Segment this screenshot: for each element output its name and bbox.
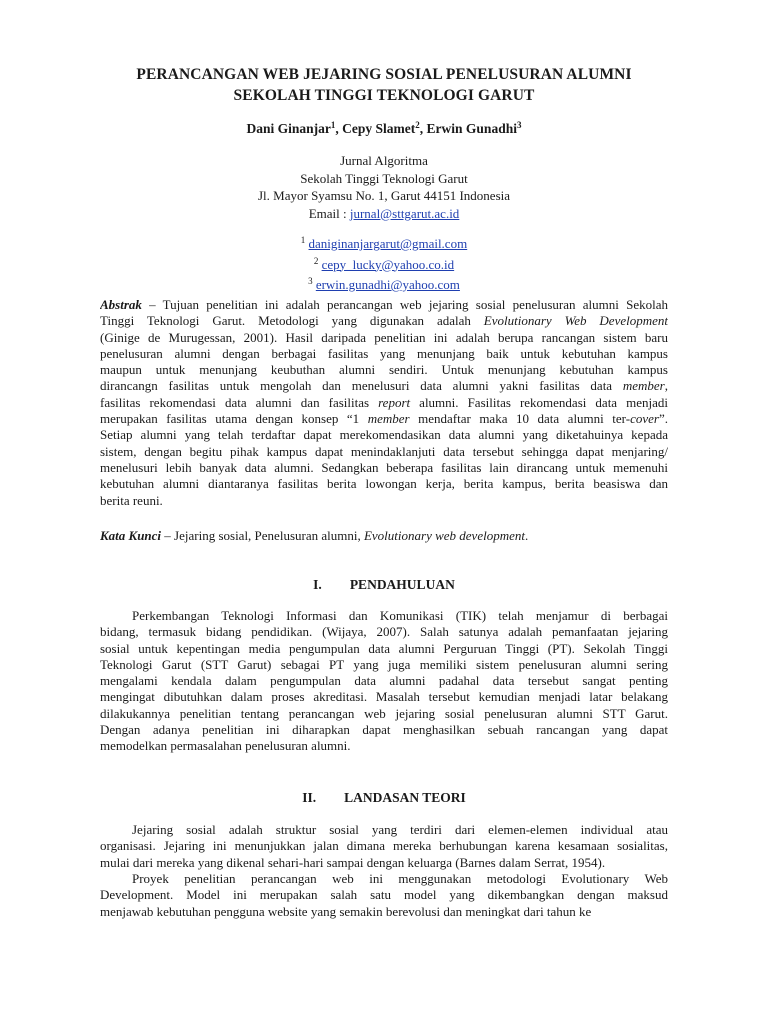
author-separator: , [419, 121, 427, 136]
institution-name: Sekolah Tinggi Teknologi Garut [300, 170, 468, 186]
text-run: – Jejaring sosial, Penelusuran alumni, [161, 528, 364, 543]
author-email-list [0, 232, 768, 294]
italic-term: member [622, 378, 665, 394]
section-heading [0, 790, 768, 806]
section-paragraph [100, 608, 668, 755]
title-line-2: SEKOLAH TINGGI TEKNOLOGI GARUT [233, 87, 535, 104]
text-line: mulai dari mereka yang dikenal sehari-hari sampai dengan keluarga (Barnes dalam Serrat, 1954). [100, 854, 606, 870]
journal-name: Jurnal Algoritma [340, 153, 428, 168]
lead-label: Kata Kunci [100, 528, 162, 543]
section-title: LANDASAN TEORI [344, 790, 466, 805]
institution-address: Jl. Mayor Syamsu No. 1, Garut 44151 Indonesia [257, 188, 511, 203]
text-run: (Ginige de Murugessan, 2001). Hasil daripada penelitian ini adalah berupa rancangan sistem baru [100, 329, 668, 345]
journal-email-line [0, 205, 768, 223]
section-heading [0, 577, 768, 593]
text-line [100, 460, 668, 476]
text-run: ”. [658, 411, 668, 427]
text-run: penelusuran alumni dengan berbagai fasilitas yang menunjang baik untuk kebutuhan kampus [100, 345, 668, 361]
email-superscript: 3 [308, 276, 313, 286]
author-email-link[interactable]: daniginanjargarut@gmail.com [308, 236, 468, 251]
text-run: menelusuri lebih banyak data alumni. Sedangkan beberapa fasilitas lain dirancang untuk memenuhi [100, 459, 668, 475]
paper-title [0, 64, 768, 106]
text-run: dirancangn fasilitas untuk mengolah dan menelusuri data alumni yakni fasilitas data [100, 378, 623, 394]
text-line: memodelkan permasalahan penelusuran alumni. [100, 738, 351, 754]
abstract [100, 297, 668, 509]
author-name: Dani Ginanjar [246, 121, 331, 136]
lead-label: Abstrak [100, 297, 142, 312]
section-title: PENDAHULUAN [349, 577, 455, 592]
text-line [100, 330, 668, 346]
author-superscript: 1 [330, 120, 336, 130]
text-line [100, 395, 668, 411]
email-superscript: 1 [300, 235, 306, 245]
text-line [100, 476, 668, 492]
italic-term: member [367, 411, 410, 427]
text-line: Jejaring sosial adalah struktur sosial yang terdiri dari elemen-elemen individual atau [132, 822, 668, 837]
text-run: merupakan fasilitas utama dengan konsep “1 [100, 411, 368, 427]
text-line: menjawab kebutuhan pengguna website yang semakin berevolusi dan meningkat dari tahun ke [100, 903, 592, 919]
section-number: I. [313, 577, 322, 592]
text-line [100, 528, 668, 544]
author-email-link[interactable]: erwin.gunadhi@yahoo.com [315, 277, 460, 292]
text-line [100, 411, 668, 427]
text-line [100, 444, 668, 460]
text-run: sistem, dengan begitu pihak kampus dapat menindaklanjuti data tersebut sehingga dapat menjaring/ [100, 443, 668, 459]
italic-term: Evolutionary Web Development [483, 313, 668, 329]
text-line: Perkembangan Teknologi Informasi dan Komunikasi (TIK) telah menjamur di berbagai [132, 608, 668, 623]
text-line: mengalami kendala dalam pengumpulan data alumni padahal data tersebut sangat penting [100, 673, 668, 689]
text-run: . [524, 528, 529, 543]
journal-email-link[interactable]: jurnal@sttgarut.ac.id [349, 205, 460, 221]
text-run: alumni. Fasilitas rekomendasi data menjadi [410, 394, 668, 410]
author-email-line [0, 273, 768, 294]
section-paragraph [100, 871, 668, 920]
text-line: sosial untuk kepentingan media pengumpulan data alumni Perguruan Tinggi (PT). Sekolah Tinggi [100, 640, 668, 656]
email-superscript: 2 [313, 255, 319, 266]
section-number: II. [302, 790, 317, 805]
affiliation-block [0, 152, 768, 222]
text-run: – Tujuan penelitian ini adalah perancangan web jejaring sosial penelusuran alumni Sekolah [141, 297, 668, 312]
text-run: Setiap alumni yang telah terdaftar dapat merekomendasikan data alumni yang diketahuinya kepada [100, 427, 668, 443]
section-paragraph [100, 822, 668, 871]
text-line: organisasi. Jejaring ini menunjukkan jalan dimana mereka berhubungan karena kesamaan sosialitas, [100, 838, 668, 854]
text-line: Teknologi Garut (STT Garut) sebagai PT yang juga memiliki sistem penelusuran alumni sering [100, 656, 668, 672]
author-email-line [0, 232, 768, 253]
text-line [100, 313, 668, 329]
text-line [100, 362, 668, 378]
text-line [100, 493, 668, 509]
text-line: bidang, termasuk bidang pendidikan. (Wijaya, 2007). Salah satunya adalah pemanfaatan jejaring [100, 624, 668, 640]
text-line [100, 346, 668, 362]
text-line: Dengan adanya penelitian ini diharapkan dapat menghasilkan sebuah rancangan yang dapat [100, 722, 668, 738]
text-run: , [664, 378, 668, 394]
text-run: maupun untuk menunjang keubuthan alumni sendiri. Untuk menunjang kebutuhan kampus [100, 362, 668, 378]
text-line [100, 427, 668, 443]
author-list [0, 120, 768, 137]
italic-term: cover [630, 411, 659, 427]
author-name: Cepy Slamet [342, 121, 416, 136]
title-line-1: PERANCANGAN WEB JEJARING SOSIAL PENELUSURAN ALUMNI [136, 66, 632, 83]
text-line: Development. Model ini merupakan salah satu model yang dikembangkan dengan maksud [100, 887, 668, 903]
text-line: mengingat dibutuhkan dalam proses akreditasi. Masalah tersebut kemudian menjadi latar belakang [100, 689, 668, 705]
author-email-line [0, 253, 768, 274]
author-email-link[interactable]: cepy_lucky@yahoo.co.id [321, 256, 455, 272]
author-name: Erwin Gunadhi [426, 121, 517, 136]
text-line: dilakukannya penelitian tentang perancangan web jejaring sosial penelusuran alumni STT Garut. [100, 705, 668, 721]
text-run: fasilitas rekomendasi data alumni dan fasilitas [100, 394, 379, 410]
text-run: mendaftar maka 10 data alumni ter- [409, 411, 631, 427]
text-run: berita reuni. [100, 492, 163, 508]
author-superscript: 3 [516, 120, 522, 130]
italic-term: report [378, 394, 411, 410]
italic-term: Evolutionary web development [363, 528, 525, 543]
text-line: Proyek penelitian perancangan web ini menggunakan metodologi Evolutionary Web [132, 871, 668, 886]
text-run: kebutuhan alumni diantaranya fasilitas berita lowongan kerja, berita kampus, berita beasiswa dan [100, 476, 668, 492]
email-label: Email : [308, 205, 350, 221]
text-line [100, 378, 668, 394]
author-separator: , [335, 121, 343, 136]
text-run: Tinggi Teknologi Garut. Metodologi yang digunakan adalah [100, 313, 484, 329]
keywords [100, 528, 668, 544]
text-line [100, 297, 668, 313]
author-superscript: 2 [415, 120, 420, 130]
